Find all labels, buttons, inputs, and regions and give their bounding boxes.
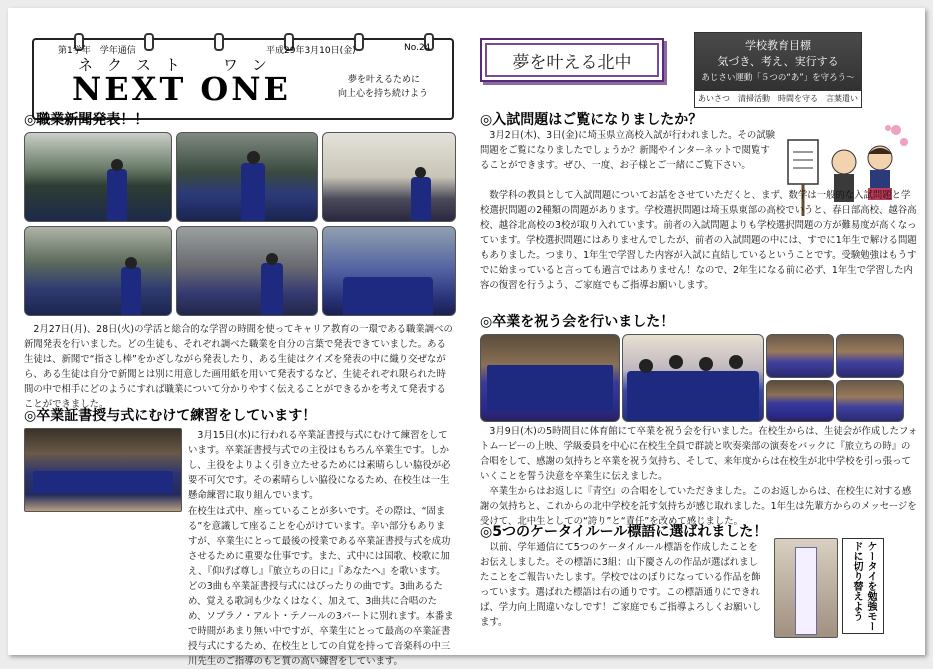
entrance-exam-text-1: 3月2日(木)、3日(金)に埼玉県立高校入試が行われました。その試験問題をご覧になりましたでしょうか？新聞やインターネットで閲覧することができます。ぜひ、一度、お子様とご一緒にご覧下さい。 [480, 130, 776, 171]
binder-ring [144, 33, 154, 51]
grade-label: 第1学年 学年通信 [58, 46, 136, 56]
photo-farewell-3 [766, 334, 834, 378]
photo-presentation-3 [322, 132, 456, 222]
photo-presentation-4 [24, 226, 172, 316]
entrance-exam-text-2: 数学科の教員として入試問題についてお話をさせていただくと、まず、数学は一般的な入試問題と学校選択問題の2種類の問題があります。学校選択問題は埼玉県東部の高校でいうと、春日部高校、越谷高校、越谷北高校の3校が取り入れています。前者の入試問題よりも学校選択問題の方が難易度が高くなっています。学校選択問題にはありませんでしたが、前者の入試問題の中には、すでに1年生で解ける問題もありました。つまり、1年生で学習した内容が入試に直結しているということです。受験勉強はもうすでに始まっていると言っても過言ではありません！なので、2年生になる前に必ず、1年生で学習した内容の復習を行うよう、ご家庭でもご指導お願いします。 [480, 190, 917, 291]
graduation-practice-text-2: 在校生は式中、座っていることが多いです。その際は、“固まる”を意識して座ることを心がけています。辛い部分もありますが、卒業生にとって最後の授業である卒業証書授与式を成功させるために重要な仕事です。また、式中には国歌、校歌に加え、『仰げば尊し』『旅立ちの日に』『あなたへ』を歌います。どの3曲も卒業証書授与式にはぴったりの曲です。3曲あるため、覚える歌詞も少なくはなく、加えて、3曲共に合唱のため、ソプラノ・アルト・テノールの3パートに別れます。本番まで時間があまり無い中ですが、卒業生にとって最高の卒業証書授与式にするため、在校生としての自覚を持って音楽科の中三川先生のご指導のもと質の高い練習をしています。 [188, 506, 454, 667]
section-title-phone-rule: ◎5つのケータイルール標語に選ばれました！ [480, 524, 768, 540]
issue-date: 平成29年3月10日(金) [266, 46, 356, 56]
masthead [32, 38, 454, 120]
goals-slogan: 気づき、考え、実行する [717, 55, 839, 68]
phone-rule-text: 以前、学年通信にて5つのケータイルール標語を作成したことをお伝えしました。その標語に3組：山下慶さんの作品が選ばれましたことをご報告いたします。学校ではのぼりになっている作品を飾っています。選ばれた標語は右の通りです。この標語通りにできれば、学力向上間違いなしです！ご家庭でもご指導よろしくお願いします。 [480, 542, 762, 628]
photo-farewell-4 [836, 334, 904, 378]
photo-slogan-banner [774, 538, 838, 638]
job-news-text: 2月27日(月)、28日(火)の学活と総合的な学習の時間を使ってキャリア教育の一環である職業調べの新聞発表を行いました。どの生徒も、それぞれ調べた職業を自分の言葉で発表できていました。ある生徒は、新聞で“指さし棒”をかざしながら発表したり、ある生徒はクイズを発表の中に織り交ぜながら、ある生徒は自分で新聞とは別に用意した画用紙を用いて発表するなど、生徒それぞれ限られた時間の中で相手にどのようにすれば職業について分かりやすく伝えることができるかを考えて発表することができました。 [24, 324, 453, 410]
goals-strip: あいさつ 清掃活動 時間を守る 言葉遣い [695, 91, 861, 107]
motto-line-1: 夢を叶えるために [348, 75, 421, 85]
school-goals-box [694, 32, 862, 108]
motto-line-2: 向上心を持ち続けよう [338, 89, 429, 99]
photo-presentation-6 [322, 226, 456, 316]
banner-label: 夢を叶える北中 [485, 43, 659, 77]
photo-presentation-2 [176, 132, 318, 222]
phone-slogan-box: ケータイを勉強モードに切り替えよう [842, 538, 884, 634]
section-title-entrance-exam: ◎入試問題はご覧になりましたか？ [480, 112, 703, 128]
photo-farewell-6 [836, 380, 904, 422]
farewell-party-text: 3月9日(木)の5時間目に体育館にて卒業を祝う会を行いました。在校生からは、生徒会が作成したフォトムービーの上映、学級委員を中心に在校生全員で群読と吹奏楽部の演奏をバックに『旅立ちの時』の合唱をして、感謝の気持ちと卒業を祝う気持ち、そして、来年度からは在校生が北中学校を引っ張っていくことを誓う決意を卒業生に伝えました。 卒業生からはお返しに『青空』の合唱をしていただきました。このお返しからは、在校生に対する感謝の気持ちと、これからの北中学校を託す気持ちが感じ取れました。1年生は先輩方からのメッセージを受けて、北中生としての“誇り”と“責任”を改めて感じました。 [480, 426, 918, 527]
section-title-job-news: ◎職業新聞発表！！ [24, 112, 149, 128]
binder-ring [214, 33, 224, 51]
issue-number: No.24 [404, 43, 431, 53]
newsletter-page [8, 8, 925, 667]
banner-box [480, 38, 664, 82]
section-title-graduation-practice: ◎卒業証書授与式にむけて練習をしています！ [24, 408, 317, 424]
photo-farewell-2 [622, 334, 764, 422]
newsletter-title: NEXT ONE [72, 70, 291, 108]
title-kana: ネクスト ワン [78, 56, 281, 74]
photo-presentation-5 [176, 226, 318, 316]
photo-presentation-1 [24, 132, 172, 222]
photo-farewell-5 [766, 380, 834, 422]
goals-heading: 学校教育目標 [745, 39, 811, 52]
goals-sub: あじさい運動「５つの“あ”」を守ろう～ [701, 73, 855, 83]
graduation-practice-text-1: 3月15日(水)に行われる卒業証書授与式にむけて練習をしています。卒業証書授与式での主役はもちろん卒業生です。しかし、主役をよりよく引き立たせるためには素晴らしい脇役が必要不可欠です。その素晴らしい脇役になるため、在校生は一生懸命練習に取り組んでいます。 [188, 430, 451, 501]
photo-graduation-practice [24, 428, 182, 512]
photo-farewell-1 [480, 334, 620, 422]
section-title-farewell-party: ◎卒業を祝う会を行いました！ [480, 314, 675, 330]
